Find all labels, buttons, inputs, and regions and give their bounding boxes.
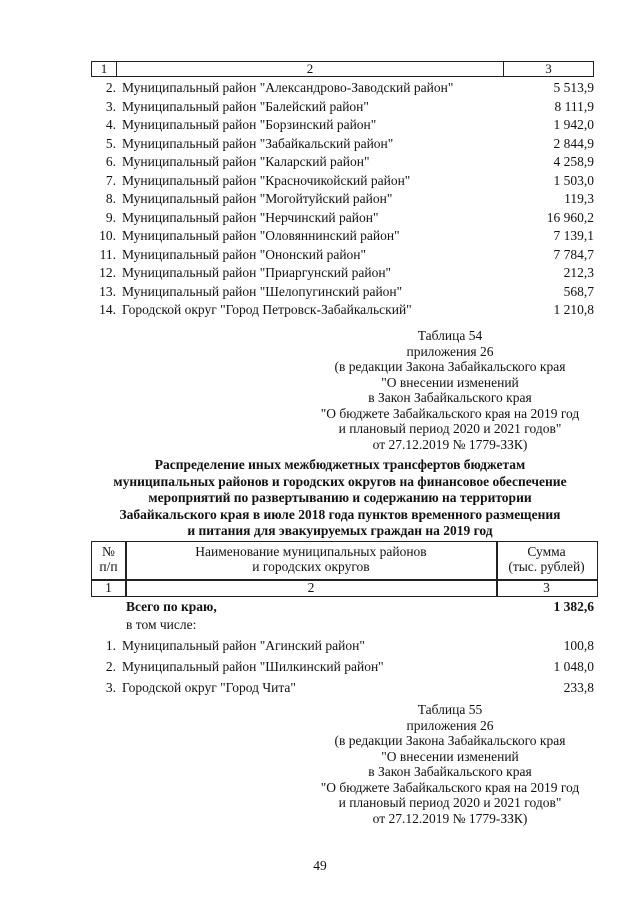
page-number: 49 (313, 858, 327, 873)
row-name: Муниципальный район "Забайкальский район" (122, 135, 394, 151)
header-col-3: 3 (545, 61, 552, 76)
row-name: Муниципальный район "Оловяннинский район" (122, 228, 400, 243)
total-label: Всего по краю, (126, 599, 217, 614)
col-number-sub: п/п (99, 559, 118, 574)
table-row (0, 209, 640, 227)
row-value: 119,3 (564, 191, 594, 206)
row-value: 1 210,8 (553, 302, 594, 317)
row-value: 212,3 (563, 265, 594, 280)
annex-55-line: (в редакции Закона Забайкальского края (334, 733, 566, 748)
row-name: Муниципальный район "Александрово-Заводский район" (122, 80, 454, 95)
title-line: мероприятий по развертыванию и содержанию на территории (148, 490, 532, 505)
table-54-header (91, 541, 596, 597)
row-number: 6. (105, 154, 116, 169)
row-number: 14. (99, 302, 116, 317)
annex-55-line: в Закон Забайкальского края (368, 764, 532, 779)
table-row (0, 79, 640, 97)
row-number: 12. (99, 265, 116, 280)
row-name: Муниципальный район "Ононский район" (122, 246, 367, 262)
row-name: Муниципальный район "Борзинский район" (122, 117, 377, 132)
row-number: 8. (105, 191, 116, 206)
table-row (0, 135, 640, 153)
row-number: 13. (99, 283, 116, 299)
table-row (0, 172, 640, 190)
row-name: Муниципальный район "Приаргунский район" (122, 265, 392, 280)
annex-55-line: "О бюджете Забайкальского края на 2019 год (320, 779, 580, 795)
table-row (0, 637, 640, 655)
row-value: 7 139,1 (553, 228, 594, 243)
table-row (0, 658, 640, 676)
row-name: Муниципальный район "Балейский район" (122, 98, 369, 114)
row-value: 1 503,0 (553, 172, 594, 188)
annex-54-header (300, 328, 600, 452)
row-number: 10. (99, 228, 116, 243)
col-name-label: Наименование муниципальных районов (195, 544, 427, 559)
title-line: Распределение иных межбюджетных трансфертов бюджетам (154, 457, 526, 472)
col-sum-sub: (тыс. рублей) (508, 559, 585, 574)
row-number: 7. (105, 172, 116, 188)
table-row (0, 116, 640, 134)
row-number: 1. (105, 638, 116, 653)
title-line: муниципальных районов и городских округов на финансовое обеспечение (113, 473, 567, 489)
annex-54-line: "О бюджете Забайкальского края на 2019 год (320, 405, 580, 421)
row-number: 2. (105, 80, 116, 95)
col-number-label: № (102, 544, 115, 559)
row-value: 233,8 (563, 680, 594, 695)
annex-55-line: и плановый период 2020 и 2021 годов" (338, 795, 562, 810)
col-sum-label: Сумма (527, 544, 566, 559)
row-number: 9. (105, 209, 116, 225)
annex-54-line: (в редакции Закона Забайкальского края (334, 359, 566, 374)
row-value: 2 844,9 (553, 135, 594, 151)
col-name-sub: и городских округов (252, 559, 370, 574)
row-name: Муниципальный район "Нерчинский район" (122, 209, 379, 225)
top-table-header (91, 61, 594, 77)
row-value: 100,8 (563, 638, 594, 653)
row-name: Городской округ "Город Петровск-Забайкальский" (122, 302, 412, 317)
row-name: Муниципальный район "Агинский район" (122, 638, 365, 653)
table-row (0, 246, 640, 264)
row-name: Муниципальный район "Красночикойский район" (122, 172, 411, 188)
row-number: 3. (105, 98, 116, 114)
row-value: 568,7 (563, 283, 594, 299)
table-row (0, 264, 640, 282)
table-row (0, 301, 640, 319)
annex-55-line: Таблица 55 (417, 702, 483, 717)
row-value: 4 258,9 (553, 154, 594, 169)
including-label: в том числе: (126, 617, 197, 632)
annex-54-line: "О внесении изменений (381, 374, 519, 390)
annex-55-line: приложения 26 (406, 717, 494, 733)
row-name: Муниципальный район "Могойтуйский район" (122, 191, 393, 206)
row-value: 1 048,0 (553, 659, 594, 674)
annex-54-line: приложения 26 (406, 343, 494, 359)
table-row (0, 227, 640, 245)
document-title (80, 457, 600, 540)
row-number: 3. (105, 680, 116, 695)
numbering-2: 2 (307, 580, 315, 595)
title-line: Забайкальского края в июле 2018 года пунктов временного размещения (119, 506, 561, 522)
numbering-3: 3 (543, 580, 550, 595)
row-name: Муниципальный район "Шилкинский район" (122, 659, 384, 674)
table-row (0, 190, 640, 208)
row-value: 5 513,9 (553, 80, 594, 95)
annex-54-line: и плановый период 2020 и 2021 годов" (338, 421, 562, 436)
table-row (0, 679, 640, 697)
annex-55-line: от 27.12.2019 № 1779-ЗЗК) (372, 810, 528, 826)
row-name: Городской округ "Город Чита" (122, 680, 296, 695)
row-number: 2. (105, 659, 116, 674)
row-number: 4. (105, 117, 116, 132)
table-row (0, 153, 640, 171)
table-row (0, 283, 640, 301)
row-name: Муниципальный район "Шелопугинский район" (122, 283, 403, 299)
title-line: и питания для эвакуируемых граждан на 2019 год (187, 523, 493, 538)
total-value: 1 382,6 (553, 599, 594, 614)
annex-54-line: от 27.12.2019 № 1779-ЗЗК) (372, 436, 528, 452)
header-col-1: 1 (100, 61, 108, 76)
row-value: 8 111,9 (554, 98, 594, 114)
row-value: 16 960,2 (546, 209, 594, 225)
annex-55-header (300, 702, 600, 826)
numbering-1: 1 (105, 580, 112, 595)
row-value: 7 784,7 (553, 246, 594, 262)
annex-55-line: "О внесении изменений (381, 748, 519, 764)
annex-54-line: Таблица 54 (417, 328, 483, 343)
row-name: Муниципальный район "Каларский район" (122, 154, 370, 169)
table-row (0, 98, 640, 116)
row-value: 1 942,0 (553, 117, 594, 132)
row-number: 5. (105, 135, 116, 151)
annex-54-line: в Закон Забайкальского края (368, 390, 532, 405)
header-col-2: 2 (306, 61, 314, 76)
row-number: 11. (99, 246, 116, 262)
